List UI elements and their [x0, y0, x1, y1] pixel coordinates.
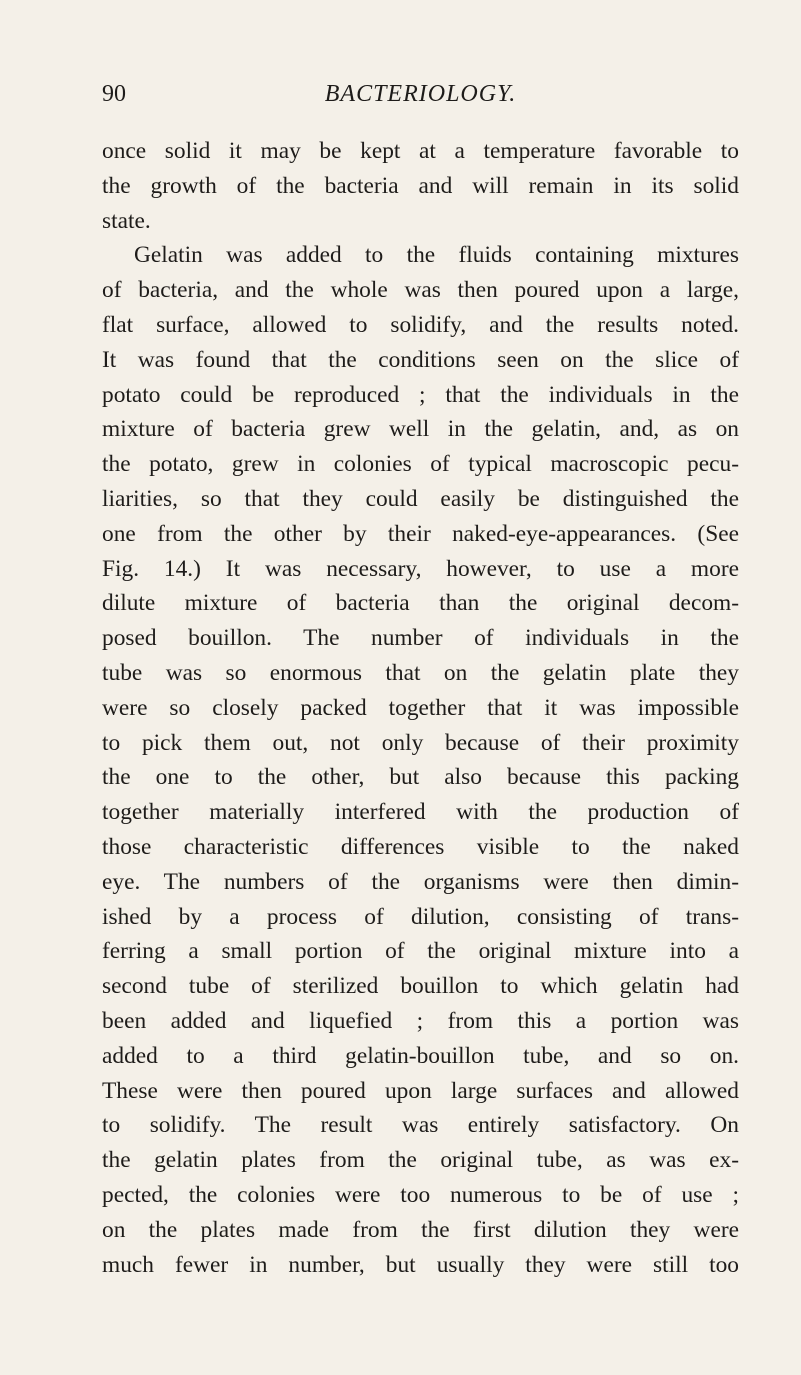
text-line: the gelatin plates from the original tube, as was ex-: [102, 1147, 739, 1174]
text-line: potato could be reproduced ; that the individuals in the: [102, 381, 739, 408]
text-line: state.: [102, 207, 151, 234]
text-line: ferring a small portion of the original mixture into a: [102, 938, 739, 965]
text-line: one from the other by their naked-eye-appearances. (See: [102, 520, 739, 547]
text-line: It was found that the conditions seen on the slice of: [102, 346, 739, 373]
text-line: added to a third gelatin-bouillon tube, and so on.: [102, 1042, 739, 1069]
text-line: second tube of sterilized bouillon to which gelatin had: [102, 973, 739, 1000]
text-line: to pick them out, not only because of their proximity: [102, 729, 739, 756]
text-line: together materially interfered with the production of: [102, 799, 739, 826]
text-line: posed bouillon. The number of individuals in the: [102, 625, 739, 652]
text-line: Fig. 14.) It was necessary, however, to use a more: [102, 555, 739, 582]
text-line: much fewer in number, but usually they were still too: [102, 1251, 739, 1278]
running-head: [102, 77, 739, 111]
text-line: ished by a process of dilution, consisting of trans-: [102, 903, 739, 930]
text-line: those characteristic differences visible to the naked: [102, 833, 739, 860]
running-title: BACTERIOLOGY.: [324, 81, 517, 107]
text-line: pected, the colonies were too numerous to be of use ;: [102, 1181, 739, 1208]
body-text: [102, 134, 739, 1282]
page-number: 90: [102, 81, 126, 107]
text-line: the potato, grew in colonies of typical macroscopic pecu-: [102, 451, 739, 478]
text-line: once solid it may be kept at a temperature favorable to: [102, 138, 739, 164]
text-line: of bacteria, and the whole was then poured upon a large,: [102, 277, 739, 304]
text-line: to solidify. The result was entirely satisfactory. On: [102, 1112, 739, 1139]
text-line: been added and liquefied ; from this a portion was: [102, 1007, 739, 1034]
text-line: on the plates made from the first dilution they were: [102, 1216, 739, 1243]
text-line: These were then poured upon large surfaces and allowed: [102, 1077, 739, 1104]
text-line: Gelatin was added to the fluids containing mixtures: [134, 242, 739, 269]
text-line: the growth of the bacteria and will remain in its solid: [102, 172, 739, 199]
text-line: eye. The numbers of the organisms were then dimin-: [102, 868, 739, 895]
text-line: liarities, so that they could easily be distinguished the: [102, 485, 739, 512]
text-line: dilute mixture of bacteria than the original decom-: [102, 590, 739, 617]
text-line: tube was so enormous that on the gelatin plate they: [102, 659, 739, 686]
text-line: mixture of bacteria grew well in the gelatin, and, as on: [102, 416, 739, 443]
text-line: were so closely packed together that it was impossible: [102, 694, 739, 721]
text-line: flat surface, allowed to solidify, and the results noted.: [102, 311, 739, 338]
text-line: the one to the other, but also because this packing: [102, 764, 739, 791]
